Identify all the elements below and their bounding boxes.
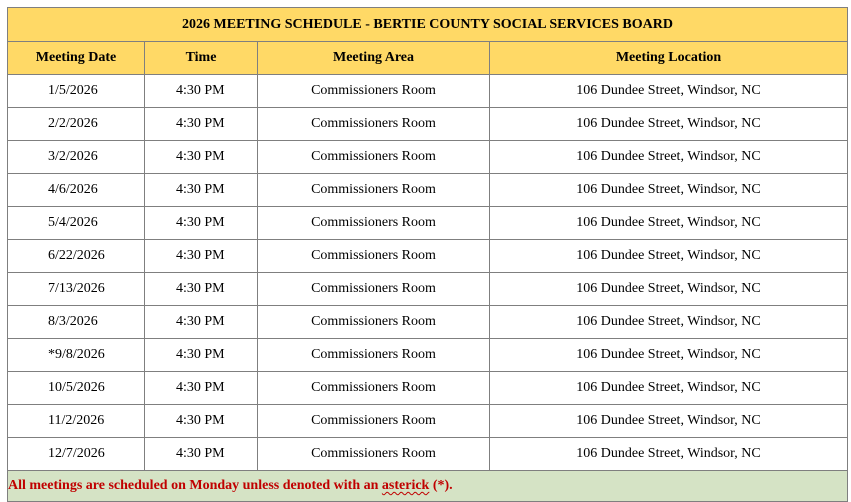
- meeting-location-cell: 106 Dundee Street, Windsor, NC: [490, 339, 848, 372]
- meeting-location-cell: 106 Dundee Street, Windsor, NC: [490, 273, 848, 306]
- meeting-location-cell: 106 Dundee Street, Windsor, NC: [490, 372, 848, 405]
- column-header-meeting-area: Meeting Area: [258, 42, 490, 75]
- time-cell: 4:30 PM: [145, 108, 258, 141]
- meeting-date-cell: 6/22/2026: [8, 240, 145, 273]
- meeting-area-cell: Commissioners Room: [258, 240, 490, 273]
- meeting-date-cell: 12/7/2026: [8, 438, 145, 471]
- meeting-location-cell: 106 Dundee Street, Windsor, NC: [490, 75, 848, 108]
- meeting-date-cell: 4/6/2026: [8, 174, 145, 207]
- meeting-location-cell: 106 Dundee Street, Windsor, NC: [490, 240, 848, 273]
- time-cell: 4:30 PM: [145, 339, 258, 372]
- meeting-date-cell: 5/4/2026: [8, 207, 145, 240]
- meeting-date-cell: 10/5/2026: [8, 372, 145, 405]
- meeting-date-cell: 8/3/2026: [8, 306, 145, 339]
- meeting-area-cell: Commissioners Room: [258, 141, 490, 174]
- footer-note-misspelled-word: asterick: [381, 478, 430, 493]
- meeting-date-cell: 7/13/2026: [8, 273, 145, 306]
- footer-row: [8, 471, 848, 502]
- meeting-area-cell: Commissioners Room: [258, 339, 490, 372]
- table-row: [8, 207, 848, 240]
- column-header-meeting-location: Meeting Location: [490, 42, 848, 75]
- meeting-area-cell: Commissioners Room: [258, 438, 490, 471]
- table-row: [8, 438, 848, 471]
- table-row: [8, 273, 848, 306]
- meeting-location-cell: 106 Dundee Street, Windsor, NC: [490, 438, 848, 471]
- column-header-meeting-date: Meeting Date: [8, 42, 145, 75]
- time-cell: 4:30 PM: [145, 75, 258, 108]
- meeting-schedule-table: [7, 7, 848, 502]
- meeting-location-cell: 106 Dundee Street, Windsor, NC: [490, 174, 848, 207]
- table-title: 2026 MEETING SCHEDULE - BERTIE COUNTY SOCIAL SERVICES BOARD: [8, 8, 848, 42]
- meeting-location-cell: 106 Dundee Street, Windsor, NC: [490, 207, 848, 240]
- footer-note-end: (*).: [429, 478, 453, 493]
- table-row: [8, 75, 848, 108]
- meeting-date-cell: 3/2/2026: [8, 141, 145, 174]
- table-row: [8, 174, 848, 207]
- time-cell: 4:30 PM: [145, 405, 258, 438]
- time-cell: 4:30 PM: [145, 207, 258, 240]
- header-row: [8, 42, 848, 75]
- meeting-area-cell: Commissioners Room: [258, 207, 490, 240]
- meeting-location-cell: 106 Dundee Street, Windsor, NC: [490, 108, 848, 141]
- table-row: [8, 339, 848, 372]
- meeting-area-cell: Commissioners Room: [258, 273, 490, 306]
- table-row: [8, 306, 848, 339]
- meeting-date-cell: 1/5/2026: [8, 75, 145, 108]
- time-cell: 4:30 PM: [145, 240, 258, 273]
- meeting-date-cell: 2/2/2026: [8, 108, 145, 141]
- footer-note: [8, 471, 848, 502]
- meeting-area-cell: Commissioners Room: [258, 75, 490, 108]
- time-cell: 4:30 PM: [145, 273, 258, 306]
- meeting-area-cell: Commissioners Room: [258, 306, 490, 339]
- meeting-area-cell: Commissioners Room: [258, 405, 490, 438]
- title-row: [8, 8, 848, 42]
- meeting-date-cell: *9/8/2026: [8, 339, 145, 372]
- meeting-date-cell: 11/2/2026: [8, 405, 145, 438]
- meeting-area-cell: Commissioners Room: [258, 174, 490, 207]
- time-cell: 4:30 PM: [145, 141, 258, 174]
- meeting-location-cell: 106 Dundee Street, Windsor, NC: [490, 306, 848, 339]
- time-cell: 4:30 PM: [145, 372, 258, 405]
- table-row: [8, 108, 848, 141]
- time-cell: 4:30 PM: [145, 174, 258, 207]
- footer-note-text: All meetings are scheduled on Monday unless denoted with an: [8, 478, 382, 493]
- meeting-location-cell: 106 Dundee Street, Windsor, NC: [490, 405, 848, 438]
- table-row: [8, 240, 848, 273]
- meeting-location-cell: 106 Dundee Street, Windsor, NC: [490, 141, 848, 174]
- table-row: [8, 372, 848, 405]
- time-cell: 4:30 PM: [145, 306, 258, 339]
- meeting-area-cell: Commissioners Room: [258, 372, 490, 405]
- time-cell: 4:30 PM: [145, 438, 258, 471]
- column-header-time: Time: [145, 42, 258, 75]
- table-row: [8, 405, 848, 438]
- table-row: [8, 141, 848, 174]
- meeting-area-cell: Commissioners Room: [258, 108, 490, 141]
